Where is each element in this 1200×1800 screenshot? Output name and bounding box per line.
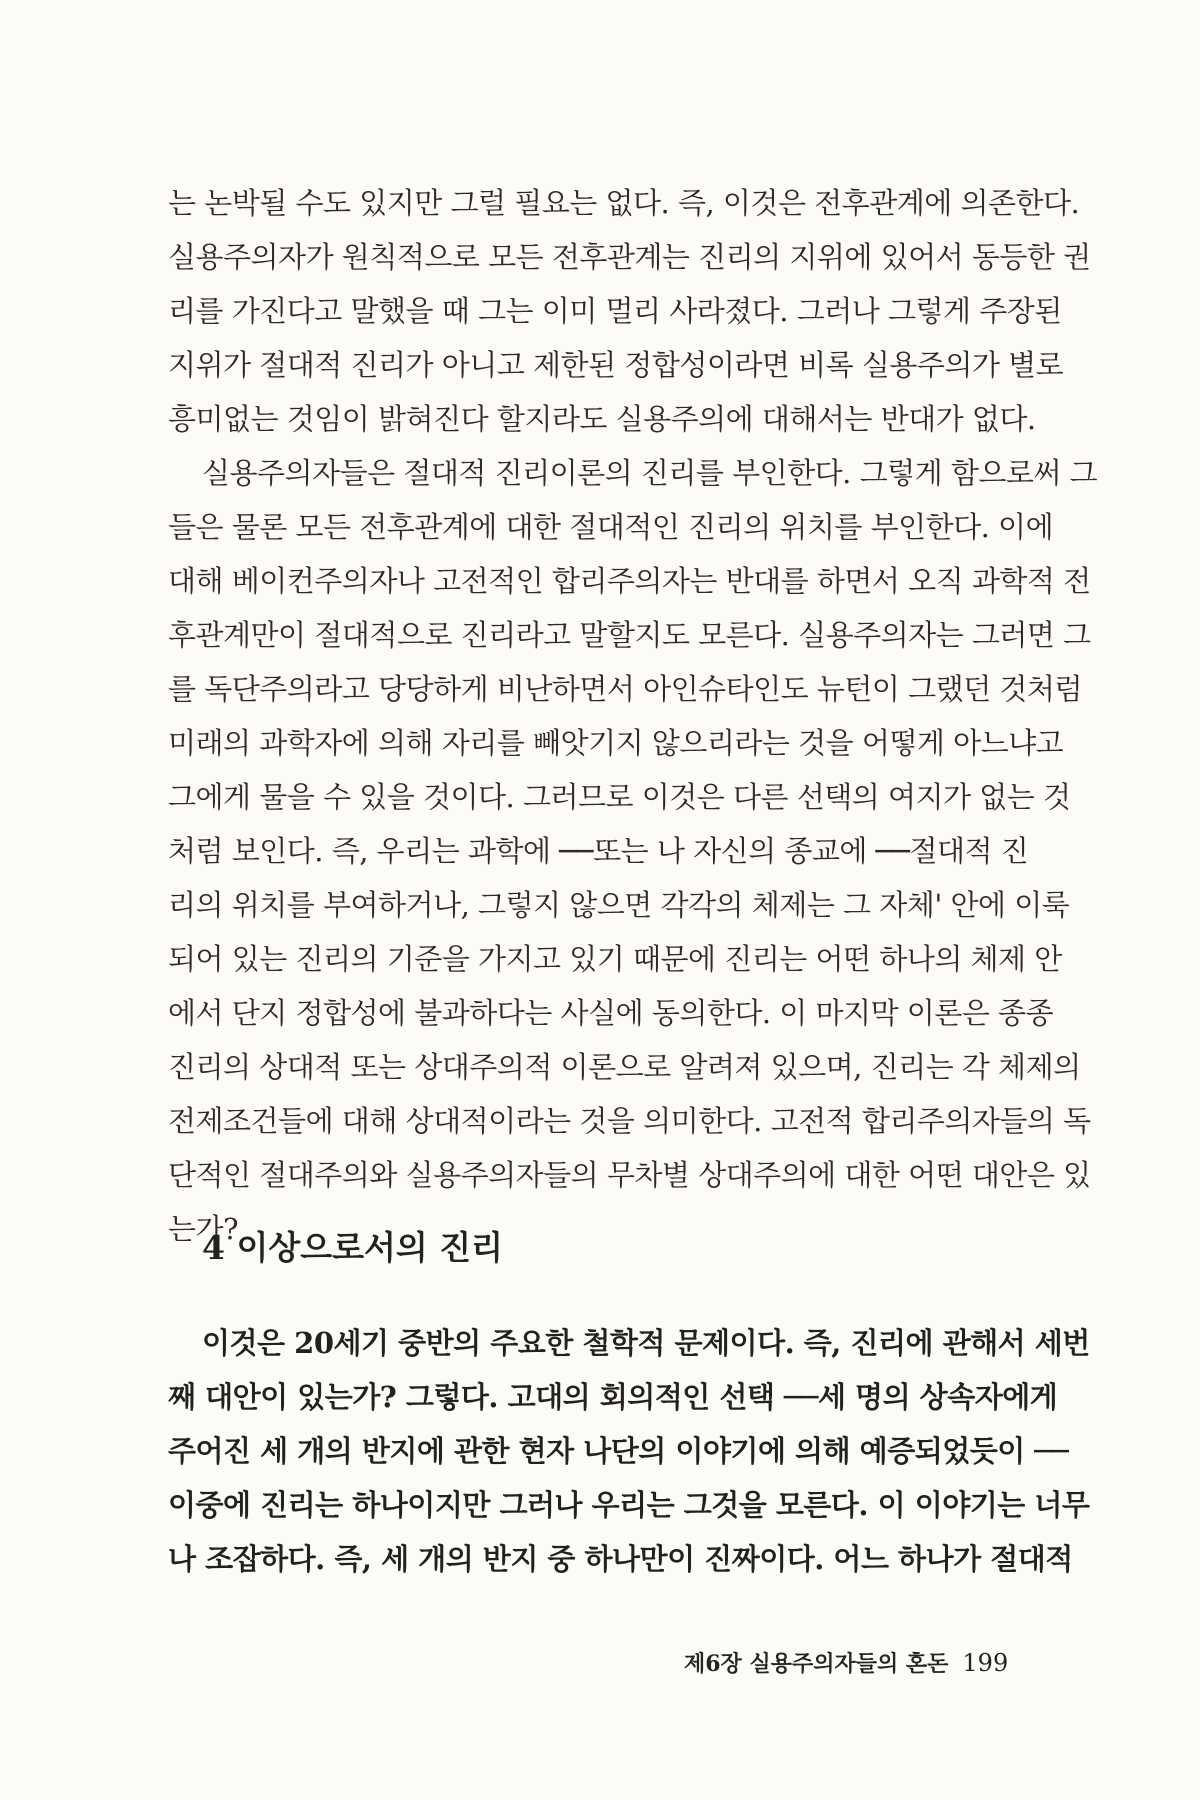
text-line: 미래의 과학자에 의해 자리를 빼앗기지 않으리라는 것을 어떻게 아느냐고: [168, 726, 1064, 760]
text-line: 단적인 절대주의와 실용주의자들의 무차별 상대주의에 대한 어떤 대안은 있: [168, 1158, 1091, 1192]
running-title: 제6장 실용주의자들의 혼돈: [684, 1651, 949, 1677]
text-line: 리를 가진다고 말했을 때 그는 이미 멀리 사라졌다. 그러나 그렇게 주장된: [168, 294, 1062, 328]
text-line: 나 조잡하다. 즉, 세 개의 반지 중 하나만이 진짜이다. 어느 하나가 절대적: [168, 1542, 1073, 1576]
text-line: 후관계만이 절대적으로 진리라고 말할지도 모른다. 실용주의자는 그러면 그: [168, 618, 1091, 652]
text-line: 리의 위치를 부여하거나, 그렇지 않으면 각각의 체제는 그 자체' 안에 이룩: [168, 888, 1070, 922]
text-line: 되어 있는 진리의 기준을 가지고 있기 때문에 진리는 어떤 하나의 체제 안: [168, 942, 1062, 976]
section-heading: 4 이상으로서의 진리: [202, 1228, 503, 1267]
text-line: 는가?: [168, 1212, 239, 1246]
text-line: 는 논박될 수도 있지만 그럴 필요는 없다. 즉, 이것은 전후관계에 의존한다.: [168, 186, 1080, 220]
text-line: 흥미없는 것임이 밝혀진다 할지라도 실용주의에 대해서는 반대가 없다.: [168, 402, 1036, 436]
page-footer: [684, 1648, 1008, 1679]
text-line: 진리의 상대적 또는 상대주의적 이론으로 알려져 있으며, 진리는 각 체제의: [168, 1050, 1081, 1084]
text-line: 주어진 세 개의 반지에 관한 현자 나단의 이야기에 의해 예증되었듯이 ──: [168, 1434, 1069, 1468]
text-line: 대해 베이컨주의자나 고전적인 합리주의자는 반대를 하면서 오직 과학적 전: [168, 564, 1091, 598]
text-line: 째 대안이 있는가? 그렇다. 고대의 회의적인 선택 ──세 명의 상속자에게: [168, 1380, 1058, 1414]
text-line: 를 독단주의라고 당당하게 비난하면서 아인슈타인도 뉴턴이 그랬던 것처럼: [168, 672, 1082, 706]
text-line: 들은 물론 모든 전후관계에 대한 절대적인 진리의 위치를 부인한다. 이에: [168, 510, 1054, 544]
text-line: 실용주의자가 원칙적으로 모든 전후관계는 진리의 지위에 있어서 동등한 권: [168, 240, 1091, 274]
text-line: 처럼 보인다. 즉, 우리는 과학에 ──또는 나 자신의 종교에 ──절대적 진: [168, 834, 1029, 868]
text-line: 그에게 물을 수 있을 것이다. 그러므로 이것은 다른 선택의 여지가 없는 것: [168, 780, 1071, 814]
text-line: 이것은 20세기 중반의 주요한 철학적 문제이다. 즉, 진리에 관해서 세번: [202, 1326, 1090, 1360]
text-line: 전제조건들에 대해 상대적이라는 것을 의미한다. 고전적 합리주의자들의 독: [168, 1104, 1091, 1138]
text-line: 이중에 진리는 하나이지만 그러나 우리는 그것을 모른다. 이 이야기는 너무: [168, 1488, 1090, 1522]
body-text-bottom: [168, 1316, 1090, 1586]
text-line: 에서 단지 정합성에 불과하다는 사실에 동의한다. 이 마지막 이론은 종종: [168, 996, 1054, 1030]
text-line: 실용주의자들은 절대적 진리이론의 진리를 부인한다. 그렇게 함으로써 그: [202, 456, 1098, 490]
text-line: 지위가 절대적 진리가 아니고 제한된 정합성이라면 비록 실용주의가 별로: [168, 348, 1064, 382]
body-text-top: [168, 176, 1098, 1256]
page-number: 199: [962, 1649, 1009, 1677]
